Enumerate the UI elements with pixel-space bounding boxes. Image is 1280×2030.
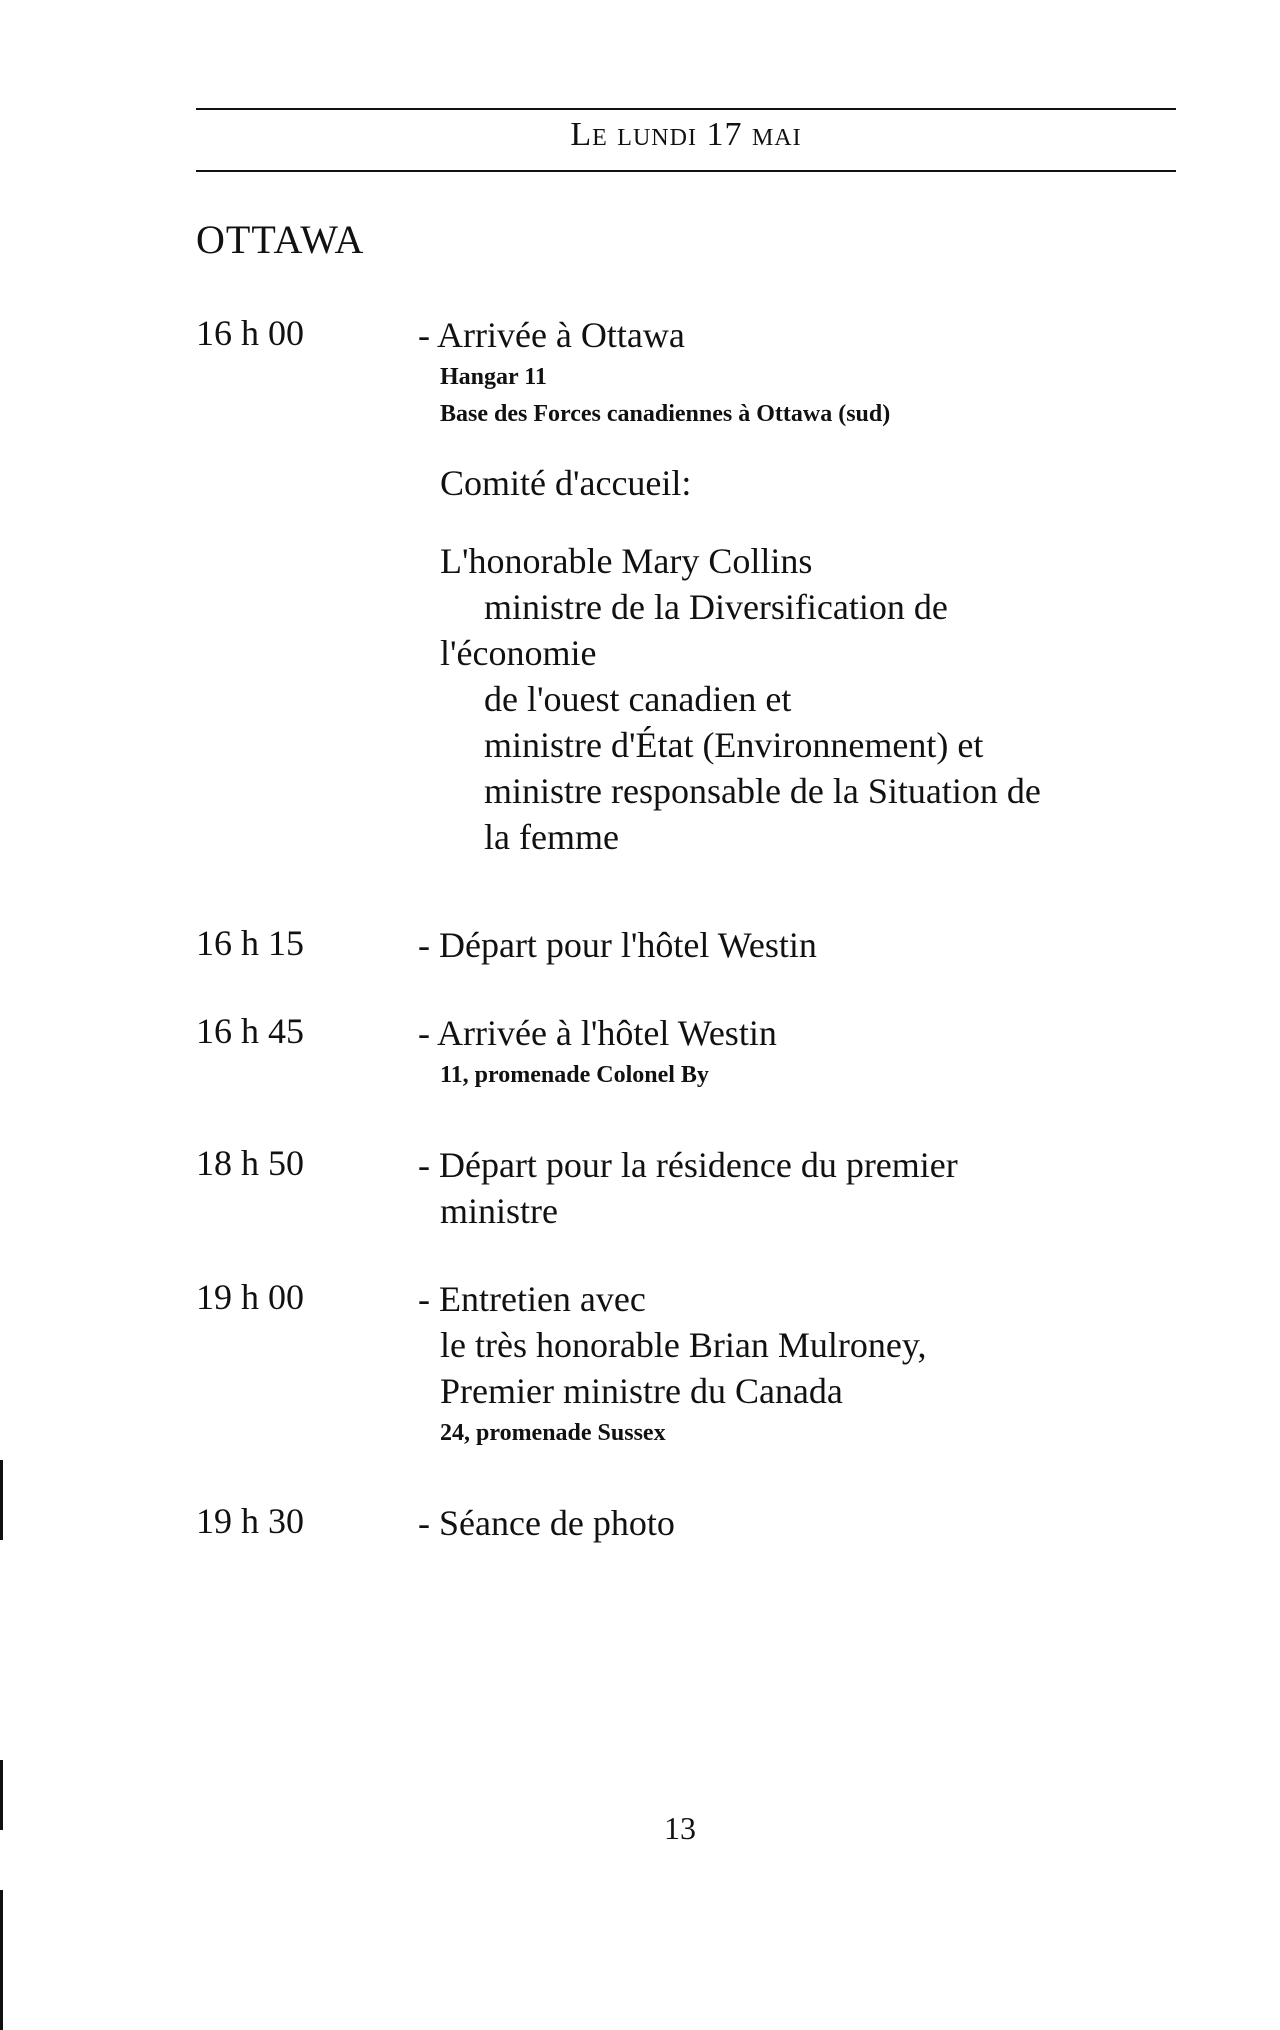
entry-body	[418, 1142, 1158, 1234]
entry-time: 16 h 45	[196, 1011, 304, 1051]
committee-role-line: ministre de la Diversification de	[484, 587, 948, 627]
scan-margin-mark	[0, 1460, 3, 1540]
entry-title-continued: ministre	[440, 1191, 558, 1231]
entry-title: - Arrivée à l'hôtel Westin	[418, 1013, 777, 1053]
entry-body	[418, 1276, 1158, 1452]
entry-location: 24, promenade Sussex	[440, 1420, 666, 1446]
entry-time: 19 h 00	[196, 1277, 304, 1317]
entry-title: - Séance de photo	[418, 1503, 675, 1543]
committee-role-line: de l'ouest canadien et	[484, 679, 792, 719]
city-heading: OTTAWA	[196, 217, 365, 262]
entry-time: 18 h 50	[196, 1143, 304, 1183]
page-header-date: Le lundi 17 mai	[570, 116, 802, 153]
committee-role-line: ministre d'État (Environnement) et	[484, 725, 984, 765]
entry-body	[418, 1010, 1158, 1094]
entry-title: - Départ pour l'hôtel Westin	[418, 925, 817, 965]
entry-title: - Entretien avec	[418, 1279, 646, 1319]
entry-title: - Départ pour la résidence du premier	[418, 1145, 958, 1185]
entry-line: Premier ministre du Canada	[440, 1371, 843, 1411]
committee-label: Comité d'accueil:	[440, 463, 692, 503]
committee-role-line: ministre responsable de la Situation de	[484, 771, 1041, 811]
header-top-rule	[196, 108, 1176, 110]
committee-role-line: l'économie	[440, 633, 597, 673]
scan-margin-mark	[0, 1760, 3, 1830]
scan-margin-mark	[0, 1890, 3, 2030]
entry-body	[418, 1500, 1158, 1546]
header-bottom-rule	[196, 170, 1176, 172]
entry-location: 11, promenade Colonel By	[440, 1062, 709, 1088]
entry-location: Hangar 11	[440, 364, 547, 390]
entry-time: 19 h 30	[196, 1501, 304, 1541]
page-number: 13	[664, 1810, 696, 1846]
entry-time: 16 h 15	[196, 923, 304, 963]
entry-body	[418, 922, 1158, 968]
entry-time: 16 h 00	[196, 313, 304, 353]
entry-title: - Arrivée à Ottawa	[418, 315, 685, 355]
entry-location: Base des Forces canadiennes à Ottawa (sud)	[440, 401, 891, 427]
committee-role-line: la femme	[484, 817, 619, 857]
entry-line: le très honorable Brian Mulroney,	[440, 1325, 927, 1365]
committee-member: L'honorable Mary Collins	[440, 541, 813, 581]
entry-body	[418, 312, 1158, 860]
